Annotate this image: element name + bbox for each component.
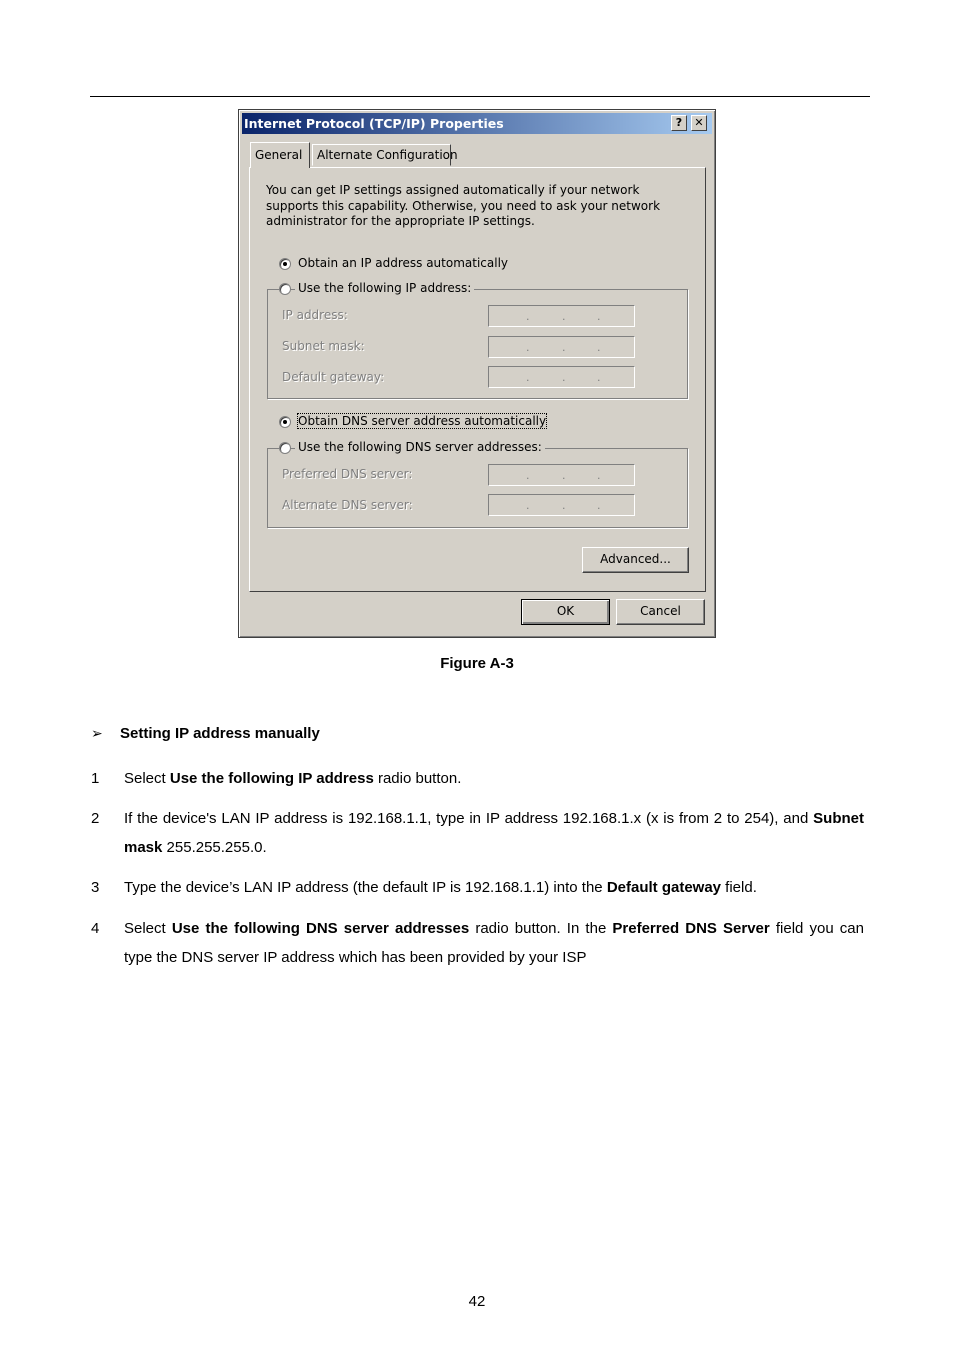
header-rule	[90, 96, 870, 97]
subnet-mask-label: Subnet mask:	[282, 339, 365, 353]
section-heading: Setting IP address manually	[120, 725, 320, 742]
step-text: If the device's LAN IP address is 192.168.1.1, type in IP address 192.168.1.x (x is from 2 to 254), and Subnet mask 255.255.255.0.	[124, 810, 864, 856]
obtain-dns-auto-radio[interactable]	[279, 416, 291, 428]
step-text: Type the device’s LAN IP address (the default IP is 192.168.1.1) into the Default gateway field.	[124, 879, 757, 896]
figure-caption: Figure A-3	[440, 655, 514, 672]
tab-alternate-configuration[interactable]: Alternate Configuration	[312, 144, 451, 166]
use-following-ip-radio[interactable]	[279, 283, 291, 295]
ip-address-field[interactable]: . . .	[488, 305, 635, 327]
dialog-title-bar[interactable]	[242, 113, 712, 134]
step-text: Select Use the following DNS server addresses radio button. In the Preferred DNS Server field you can type the DNS server IP address which has been provided by your ISP	[124, 920, 864, 966]
preferred-dns-label: Preferred DNS server:	[282, 467, 413, 481]
close-button[interactable]: ✕	[691, 115, 707, 131]
obtain-dns-auto-label[interactable]: Obtain DNS server address automatically	[298, 414, 547, 428]
alternate-dns-label: Alternate DNS server:	[282, 498, 413, 512]
default-gateway-label: Default gateway:	[282, 370, 385, 384]
radio-selected-dot	[283, 420, 287, 424]
step-number: 4	[91, 920, 100, 937]
radio-selected-dot	[283, 262, 287, 266]
ok-button[interactable]: OK	[521, 599, 610, 625]
obtain-ip-auto-radio[interactable]	[279, 258, 291, 270]
static-dns-group	[267, 448, 688, 528]
ip-address-label: IP address:	[282, 308, 348, 322]
advanced-button[interactable]: Advanced...	[582, 547, 689, 573]
default-gateway-field[interactable]: . . .	[488, 366, 635, 388]
help-button[interactable]: ?	[671, 115, 687, 131]
alternate-dns-field[interactable]: . . .	[488, 494, 635, 516]
use-following-dns-radio[interactable]	[279, 442, 291, 454]
dialog-title: Internet Protocol (TCP/IP) Properties	[244, 116, 504, 131]
subnet-mask-field[interactable]: . . .	[488, 336, 635, 358]
use-following-ip-label[interactable]: Use the following IP address:	[295, 281, 474, 295]
tcpip-properties-dialog	[238, 109, 716, 638]
use-following-dns-label[interactable]: Use the following DNS server addresses:	[295, 440, 545, 454]
page-number: 42	[468, 1293, 486, 1310]
preferred-dns-field[interactable]: . . .	[488, 464, 635, 486]
obtain-ip-auto-label[interactable]: Obtain an IP address automatically	[298, 256, 509, 270]
step-number: 2	[91, 810, 100, 827]
step-text: Select Use the following IP address radio button.	[124, 770, 462, 787]
step-number: 1	[91, 770, 100, 787]
cancel-button[interactable]: Cancel	[616, 599, 705, 625]
step-number: 3	[91, 879, 100, 896]
tab-general[interactable]: General	[250, 142, 310, 168]
intro-text: You can get IP settings assigned automatically if your network supports this capability. Otherwise, you need to ask your network administrator for the appropriate IP settings.	[266, 183, 661, 228]
arrow-bullet-icon: ➢	[91, 725, 103, 741]
